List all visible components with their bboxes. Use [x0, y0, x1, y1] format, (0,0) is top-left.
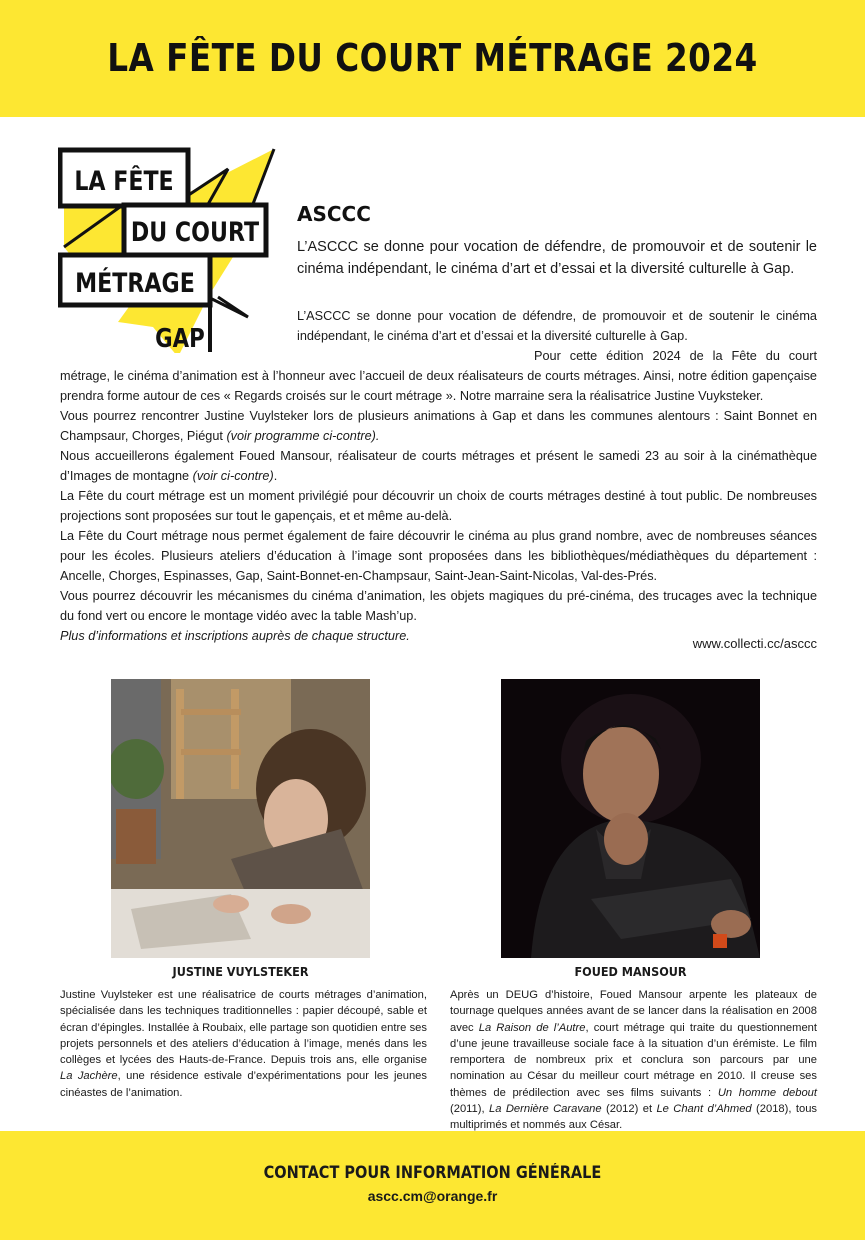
justine-name: JUSTINE VUYLSTEKER: [172, 964, 309, 979]
intro-title: ASCCC: [297, 202, 371, 226]
paragraph-3: Vous pourrez rencontrer Justine Vuylsteker lors de plusieurs animations à Gap et dans les communes alentours : Saint Bonnet en Champsaur, Chorges, Piégut (voir programme ci-contre).: [60, 409, 817, 443]
footer-band: [0, 1131, 865, 1240]
logo-line-3: MÉTRAGE: [75, 266, 195, 299]
logo-line-4: GAP: [155, 322, 205, 353]
logo-line-2: DU COURT: [130, 215, 260, 248]
paragraph-2: Pour cette édition 2024 de la Fête du court métrage, le cinéma d’animation est à l’honneur avec l’accueil de deux réalisateurs de courts métrages. Ainsi, notre édition gapençaise prendra forme autour de ces « Regards croisés sur le court métrage ». Notre marraine sera la réalisatrice Justine Vuyksteker.: [60, 349, 817, 403]
header-band: [0, 0, 865, 117]
paragraph-1: L’ASCCC se donne pour vocation de défendre, de promouvoir et de soutenir le cinéma indépendant, le cinéma d’art et d’essai et la diversité culturelle à Gap.: [297, 309, 817, 343]
justine-photo: [111, 679, 370, 958]
intro-lead: L’ASCCC se donne pour vocation de défendre, de promouvoir et de soutenir le cinéma indépendant, le cinéma d’art et d’essai et la diversité culturelle à Gap.: [297, 239, 817, 277]
paragraph-6: La Fête du Court métrage nous permet également de faire découvrir le cinéma au plus grand nombre, avec de nombreuses séances pour les écoles. Plusieurs ateliers d’éducation à l’image sont proposées dans les bibliothèques/médiathèques du département : Ancelle, Chorges, Espinasses, Gap, Saint-Bonnet-en-Champsaur, Saint-Jean-Saint-Nicolas, Val-des-Prés.: [60, 529, 817, 583]
foued-photo: [501, 679, 760, 958]
website-link[interactable]: www.collecti.cc/asccc: [692, 636, 817, 651]
paragraph-4: Nous accueillerons également Foued Mansour, réalisateur de courts métrages et présent le samedi 23 au soir à la cinémathèque d’Images de montagne (voir ci-contre).: [60, 449, 817, 483]
paragraph-8: Plus d’informations et inscriptions auprès de chaque structure.: [60, 629, 410, 643]
contact-email[interactable]: ascc.cm@orange.fr: [367, 1188, 498, 1204]
justine-bio: Justine Vuylsteker est une réalisatrice de courts métrages d’animation, spécialisée dans les techniques traditionnelles : papier découpé, sable et écran d’épingles. Installée à Roubaix, elle partage son quotidien entre ses projets personnels et des ateliers d’éducation à l’image, menés dans les collèges et lycées des Hauts-de-France. Depuis trois ans, elle organise La Jachère, une résidence estivale d’expérimentations pour les jeunes cinéastes de l’animation.: [60, 989, 427, 1099]
contact-title: CONTACT POUR INFORMATION GÉNÉRALE: [263, 1163, 602, 1182]
foued-name: FOUED MANSOUR: [574, 964, 687, 979]
paragraph-7: Vous pourrez découvrir les mécanismes du cinéma d’animation, les objets magiques du pré-cinéma, des trucages avec la technique du fond vert ou encore le montage vidéo avec la table Mash’up.: [60, 589, 817, 623]
article-body: [60, 306, 817, 646]
paragraph-5: La Fête du court métrage est un moment privilégié pour découvrir un choix de courts métrages destiné à tout public. De nombreuses projections sont proposées sur tout le gapençais, et et même au-delà.: [60, 489, 817, 523]
page-title: LA FÊTE DU COURT MÉTRAGE 2024: [107, 36, 758, 80]
logo-line-1: LA FÊTE: [74, 164, 174, 197]
foued-bio: Après un DEUG d’histoire, Foued Mansour arpente les plateaux de tournage quelques années avant de se lancer dans la réalisation en 2008 avec La Raison de l’Autre, court métrage qui traite du questionnement d’une jeune travailleuse sociale face à la situation d’un érémiste. Le film remportera de nombreux prix et conclura son parcours par une nomination au César du meilleur court métrage en 2010. Il creuse ses thèmes de prédilection avec ses films suivants : Un homme debout (2011), La Dernière Caravane (2012) et Le Chant d’Ahmed (2018), tous multiprimés et nommés aux César.: [450, 989, 818, 1132]
